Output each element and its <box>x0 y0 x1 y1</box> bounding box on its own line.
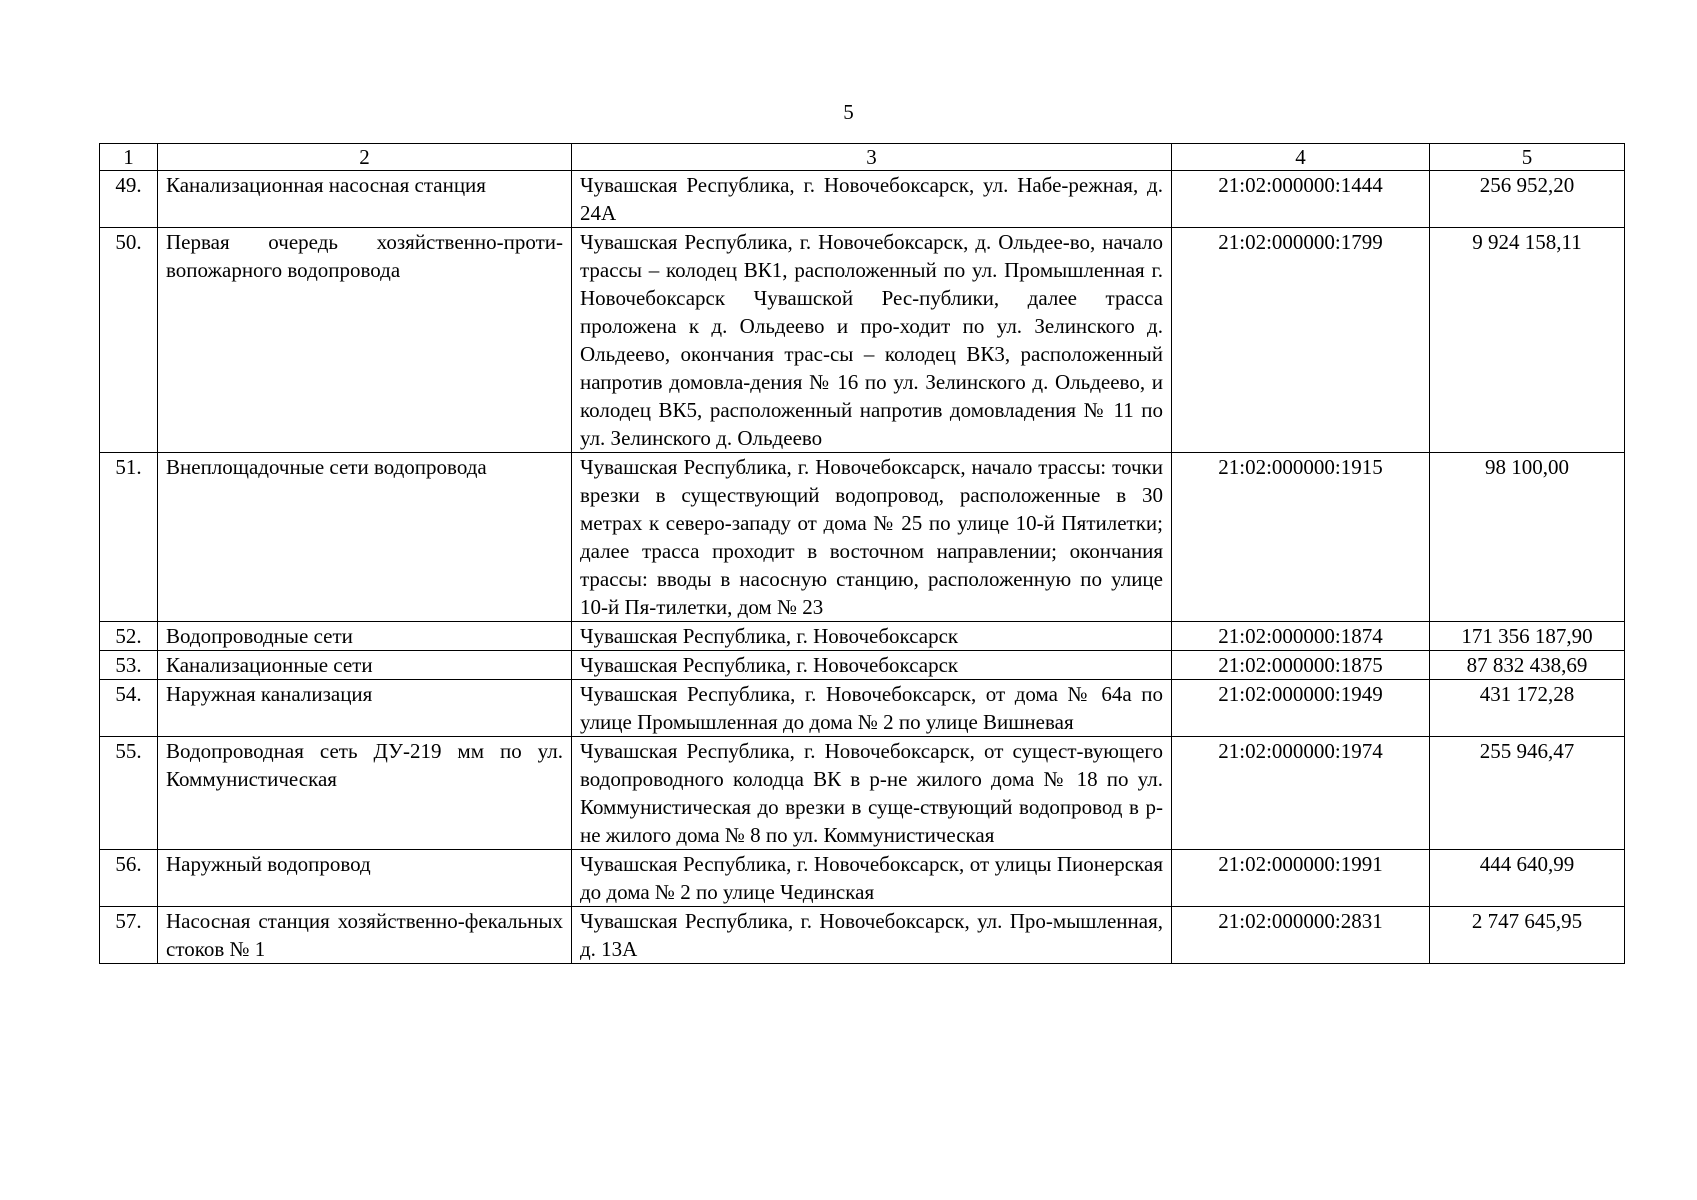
table-row <box>100 651 1625 680</box>
object-address: Чувашская Республика, г. Новочебоксарск, от улицы Пионерская до дома № 2 по улице Чединская <box>572 850 1172 907</box>
object-name: Канализационная насосная станция <box>158 171 572 228</box>
object-address: Чувашская Республика, г. Новочебоксарск, от дома № 64а по улице Промышленная до дома № 2 по улице Вишневая <box>572 680 1172 737</box>
table-row <box>100 850 1625 907</box>
cadastral-number: 21:02:000000:1874 <box>1172 622 1430 651</box>
object-name: Наружная канализация <box>158 680 572 737</box>
cadastral-number: 21:02:000000:2831 <box>1172 907 1430 964</box>
cadastral-number: 21:02:000000:1949 <box>1172 680 1430 737</box>
table-row <box>100 228 1625 453</box>
cadastral-number: 21:02:000000:1799 <box>1172 228 1430 453</box>
object-name: Внеплощадочные сети водопровода <box>158 453 572 622</box>
property-registry-table <box>99 143 1625 964</box>
row-number: 55. <box>100 737 158 850</box>
row-number: 50. <box>100 228 158 453</box>
object-address: Чувашская Республика, г. Новочебоксарск <box>572 651 1172 680</box>
table-row <box>100 171 1625 228</box>
object-name: Насосная станция хозяйственно-фекальных стоков № 1 <box>158 907 572 964</box>
row-number: 52. <box>100 622 158 651</box>
cadastral-number: 21:02:000000:1444 <box>1172 171 1430 228</box>
cadastral-value: 171 356 187,90 <box>1430 622 1625 651</box>
table-row <box>100 737 1625 850</box>
table-header-row <box>100 144 1625 171</box>
column-header-3: 3 <box>572 144 1172 171</box>
object-name: Канализационные сети <box>158 651 572 680</box>
cadastral-number: 21:02:000000:1915 <box>1172 453 1430 622</box>
table-row <box>100 453 1625 622</box>
row-number: 51. <box>100 453 158 622</box>
object-address: Чувашская Республика, г. Новочебоксарск, ул. Набе-режная, д. 24А <box>572 171 1172 228</box>
row-number: 49. <box>100 171 158 228</box>
object-address: Чувашская Республика, г. Новочебоксарск, от сущест-вующего водопроводного колодца ВК в р-не жилого дома № 18 по ул. Коммунистическая до врезки в суще-ствующий водопровод в р-не жилого дома № 8 по ул. Коммунистическая <box>572 737 1172 850</box>
cadastral-number: 21:02:000000:1991 <box>1172 850 1430 907</box>
object-name: Наружный водопровод <box>158 850 572 907</box>
object-address: Чувашская Республика, г. Новочебоксарск, ул. Про-мышленная, д. 13А <box>572 907 1172 964</box>
column-header-5: 5 <box>1430 144 1625 171</box>
column-header-1: 1 <box>100 144 158 171</box>
cadastral-value: 256 952,20 <box>1430 171 1625 228</box>
cadastral-number: 21:02:000000:1974 <box>1172 737 1430 850</box>
column-header-4: 4 <box>1172 144 1430 171</box>
cadastral-value: 98 100,00 <box>1430 453 1625 622</box>
row-number: 56. <box>100 850 158 907</box>
object-name: Водопроводная сеть ДУ-219 мм по ул. Коммунистическая <box>158 737 572 850</box>
column-header-2: 2 <box>158 144 572 171</box>
cadastral-number: 21:02:000000:1875 <box>1172 651 1430 680</box>
cadastral-value: 431 172,28 <box>1430 680 1625 737</box>
row-number: 54. <box>100 680 158 737</box>
cadastral-value: 444 640,99 <box>1430 850 1625 907</box>
cadastral-value: 255 946,47 <box>1430 737 1625 850</box>
object-address: Чувашская Республика, г. Новочебоксарск, д. Ольдее-во, начало трассы – колодец ВК1, расположенный по ул. Промышленная г. Новочебоксарск Чувашской Рес-публики, далее трасса проложена к д. Ольдеево и про-ходит по ул. Зелинского д. Ольдеево, окончания трас-сы – колодец ВК3, расположенный напротив домовла-дения № 16 по ул. Зелинского д. Ольдеево, и колодец ВК5, расположенный напротив домовладения № 11 по ул. Зелинского д. Ольдеево <box>572 228 1172 453</box>
object-address: Чувашская Республика, г. Новочебоксарск, начало трассы: точки врезки в существующий водопровод, расположенные в 30 метрах к северо-западу от дома № 25 по улице 10-й Пятилетки; далее трасса проходит в восточном направлении; окончания трассы: вводы в насосную станцию, расположенную по улице 10-й Пя-тилетки, дом № 23 <box>572 453 1172 622</box>
page-number: 5 <box>843 100 854 124</box>
object-name: Первая очередь хозяйственно-проти-вопожарного водопровода <box>158 228 572 453</box>
object-address: Чувашская Республика, г. Новочебоксарск <box>572 622 1172 651</box>
object-name: Водопроводные сети <box>158 622 572 651</box>
row-number: 57. <box>100 907 158 964</box>
cadastral-value: 2 747 645,95 <box>1430 907 1625 964</box>
table-row <box>100 907 1625 964</box>
table-row <box>100 680 1625 737</box>
table-body <box>100 171 1625 964</box>
table-row <box>100 622 1625 651</box>
row-number: 53. <box>100 651 158 680</box>
cadastral-value: 87 832 438,69 <box>1430 651 1625 680</box>
cadastral-value: 9 924 158,11 <box>1430 228 1625 453</box>
